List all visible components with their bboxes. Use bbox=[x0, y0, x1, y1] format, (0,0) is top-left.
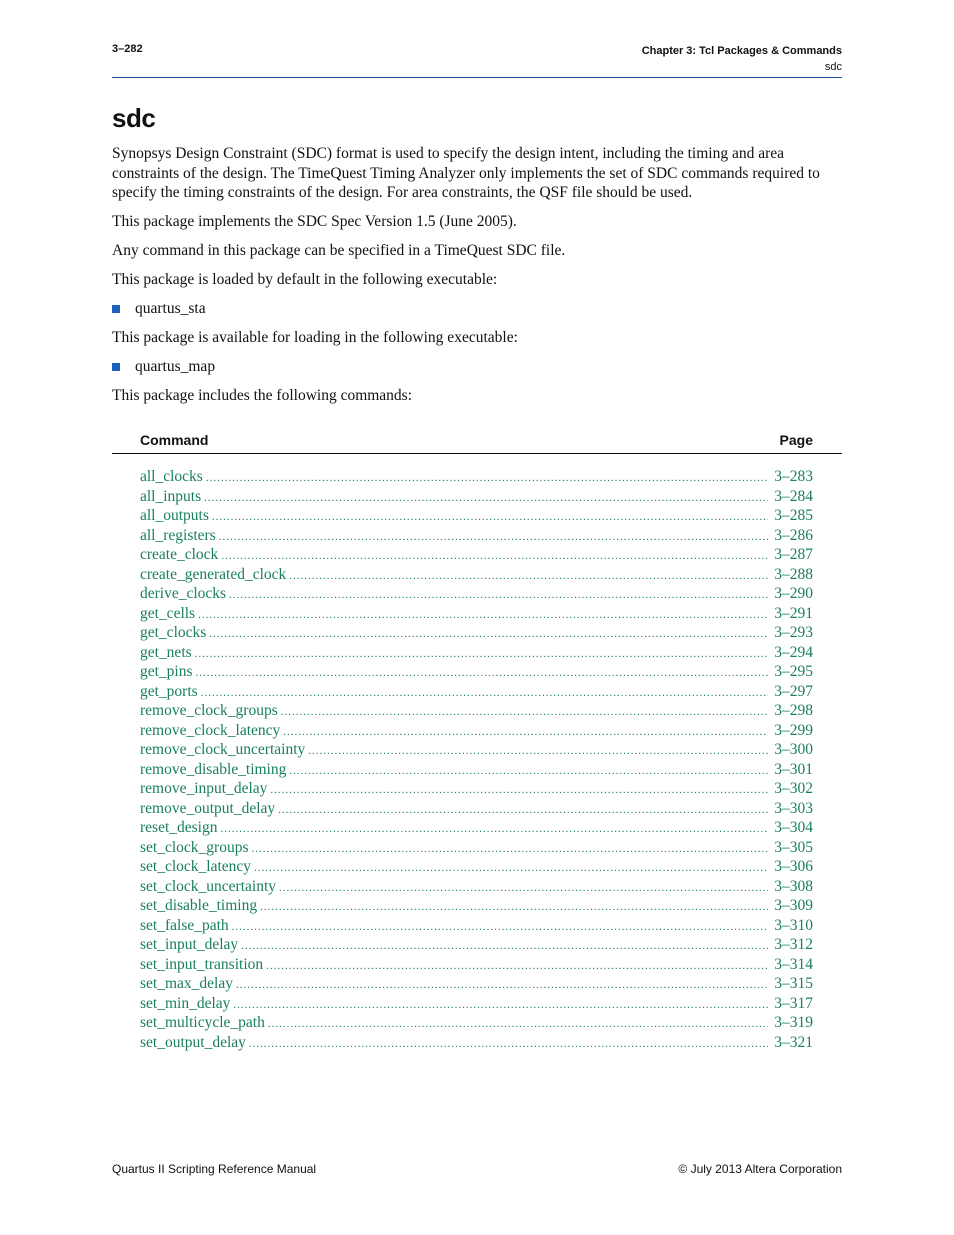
table-row[interactable] bbox=[140, 526, 813, 546]
footer-date-company: © July 2013 Altera Corporation bbox=[678, 1162, 842, 1176]
page-link[interactable]: 3–308 bbox=[774, 877, 813, 895]
command-link[interactable]: set_output_delay bbox=[140, 1033, 246, 1051]
command-link[interactable]: create_generated_clock bbox=[140, 565, 287, 583]
page-link[interactable]: 3–300 bbox=[774, 741, 813, 758]
dot-leader bbox=[195, 645, 769, 665]
page-link[interactable]: 3–315 bbox=[774, 975, 813, 992]
table-row[interactable] bbox=[140, 857, 813, 877]
command-link[interactable]: get_cells bbox=[140, 604, 196, 622]
page-link[interactable]: 3–287 bbox=[774, 546, 813, 563]
table-row[interactable] bbox=[140, 506, 813, 526]
command-link[interactable]: set_multicycle_path bbox=[140, 1014, 265, 1031]
command-link[interactable]: all_registers bbox=[140, 526, 216, 544]
dot-leader bbox=[254, 859, 768, 879]
table-row[interactable] bbox=[140, 487, 813, 507]
page-link[interactable]: 3–299 bbox=[774, 721, 813, 739]
footer-manual-title: Quartus II Scripting Reference Manual bbox=[112, 1162, 317, 1176]
page-link[interactable]: 3–306 bbox=[774, 858, 813, 875]
includes-paragraph: This package includes the following commands: bbox=[112, 387, 413, 404]
table-row[interactable] bbox=[140, 545, 813, 565]
page-link[interactable]: 3–310 bbox=[774, 916, 813, 934]
command-link[interactable]: set_clock_latency bbox=[140, 858, 252, 875]
dot-leader bbox=[209, 625, 768, 645]
command-link[interactable]: get_ports bbox=[140, 682, 198, 700]
page-number: 3–282 bbox=[112, 43, 143, 55]
loaded-default-paragraph: This package is loaded by default in the following executable: bbox=[112, 271, 498, 288]
command-link[interactable]: all_outputs bbox=[140, 507, 209, 524]
dot-leader bbox=[281, 703, 769, 723]
dot-leader bbox=[212, 508, 768, 528]
command-link[interactable]: set_clock_uncertainty bbox=[140, 877, 277, 895]
page-link[interactable]: 3–301 bbox=[774, 760, 813, 778]
dot-leader bbox=[219, 528, 768, 548]
command-link[interactable]: remove_disable_timing bbox=[140, 760, 287, 778]
command-link[interactable]: remove_clock_latency bbox=[140, 721, 281, 739]
table-row[interactable] bbox=[140, 916, 813, 936]
command-link[interactable]: derive_clocks bbox=[140, 585, 227, 602]
command-link[interactable]: get_clocks bbox=[140, 624, 207, 641]
spec-paragraph: This package implements the SDC Spec Version 1.5 (June 2005). bbox=[112, 213, 517, 230]
table-row[interactable] bbox=[140, 779, 813, 799]
dot-leader bbox=[283, 723, 768, 743]
command-link[interactable]: all_inputs bbox=[140, 487, 202, 505]
page-link[interactable]: 3–285 bbox=[774, 507, 813, 524]
command-link[interactable]: set_input_transition bbox=[140, 955, 264, 973]
dot-leader bbox=[204, 489, 768, 509]
dot-leader bbox=[198, 606, 768, 626]
table-row[interactable] bbox=[140, 701, 813, 721]
table-row[interactable] bbox=[140, 565, 813, 585]
command-link[interactable]: get_nets bbox=[140, 643, 192, 661]
table-row[interactable] bbox=[140, 467, 813, 487]
dot-leader bbox=[279, 879, 768, 899]
column-header-page: Page bbox=[779, 432, 813, 448]
page-link[interactable]: 3–283 bbox=[774, 468, 813, 485]
table-row[interactable] bbox=[140, 935, 813, 955]
dot-leader bbox=[278, 801, 768, 821]
page-link[interactable]: 3–286 bbox=[774, 526, 813, 544]
page-link[interactable]: 3–309 bbox=[774, 897, 813, 914]
page-link[interactable]: 3–302 bbox=[774, 780, 813, 797]
table-row[interactable] bbox=[140, 740, 813, 760]
table-row[interactable] bbox=[140, 974, 813, 994]
table-row[interactable] bbox=[140, 877, 813, 897]
table-row[interactable] bbox=[140, 604, 813, 624]
table-header bbox=[140, 432, 813, 448]
page-link[interactable]: 3–288 bbox=[774, 565, 813, 583]
dot-leader bbox=[201, 684, 769, 704]
chapter-title: Chapter 3: Tcl Packages & Commands bbox=[641, 45, 842, 57]
command-link[interactable]: remove_clock_uncertainty bbox=[140, 741, 306, 758]
header-rule bbox=[112, 77, 842, 78]
command-link[interactable]: reset_design bbox=[140, 819, 218, 836]
command-link[interactable]: set_max_delay bbox=[140, 975, 233, 992]
dot-leader bbox=[260, 898, 768, 918]
section-name: sdc bbox=[824, 61, 842, 73]
dot-leader bbox=[241, 937, 768, 957]
dot-leader bbox=[232, 918, 769, 938]
dot-leader bbox=[289, 762, 768, 782]
table-row[interactable] bbox=[140, 643, 813, 663]
any-command-paragraph: Any command in this package can be specified in a TimeQuest SDC file. bbox=[112, 242, 566, 259]
table-row[interactable] bbox=[140, 994, 813, 1014]
page-link[interactable]: 3–298 bbox=[774, 702, 813, 719]
table-row[interactable] bbox=[140, 955, 813, 975]
column-header-command: Command bbox=[140, 432, 209, 448]
table-row[interactable] bbox=[140, 682, 813, 702]
table-row[interactable] bbox=[140, 838, 813, 858]
table-row[interactable] bbox=[140, 799, 813, 819]
bullet-item bbox=[112, 357, 842, 377]
table-row[interactable] bbox=[140, 623, 813, 643]
page-link[interactable]: 3–304 bbox=[774, 819, 813, 836]
command-link[interactable]: remove_clock_groups bbox=[140, 702, 278, 719]
command-link[interactable]: set_clock_groups bbox=[140, 838, 249, 856]
page-link[interactable]: 3–319 bbox=[774, 1014, 813, 1031]
running-header bbox=[642, 43, 842, 75]
dot-leader bbox=[206, 469, 768, 489]
page-link[interactable]: 3–294 bbox=[774, 643, 813, 661]
command-link[interactable]: set_input_delay bbox=[140, 936, 239, 953]
page-link[interactable]: 3–305 bbox=[774, 838, 813, 856]
page-link[interactable]: 3–303 bbox=[774, 799, 813, 817]
table-row[interactable] bbox=[140, 1033, 813, 1053]
page-link[interactable]: 3–312 bbox=[774, 936, 813, 953]
page-link[interactable]: 3–321 bbox=[774, 1033, 813, 1051]
dot-leader bbox=[236, 976, 768, 996]
page-link[interactable]: 3–293 bbox=[774, 624, 813, 641]
dot-leader bbox=[233, 996, 768, 1016]
command-link[interactable]: all_clocks bbox=[140, 468, 203, 485]
page-title: sdc bbox=[112, 103, 156, 133]
dot-leader bbox=[251, 840, 768, 860]
square-bullet-icon bbox=[112, 305, 120, 313]
bullet-item bbox=[112, 299, 842, 319]
table-row[interactable] bbox=[140, 721, 813, 741]
dot-leader bbox=[196, 664, 769, 684]
dot-leader bbox=[266, 957, 768, 977]
table-header-rule bbox=[112, 453, 842, 454]
dot-leader bbox=[289, 567, 768, 587]
table-row[interactable] bbox=[140, 760, 813, 780]
command-link[interactable]: get_pins bbox=[140, 663, 193, 680]
bullet-text: quartus_sta bbox=[135, 300, 206, 317]
dot-leader bbox=[268, 1015, 768, 1035]
page-link[interactable]: 3–291 bbox=[774, 604, 813, 622]
dot-leader bbox=[270, 781, 768, 801]
page-link[interactable]: 3–314 bbox=[774, 955, 813, 973]
dot-leader bbox=[229, 586, 768, 606]
page-link[interactable]: 3–297 bbox=[774, 682, 813, 700]
table-row[interactable] bbox=[140, 1013, 813, 1033]
dot-leader bbox=[220, 820, 768, 840]
dot-leader bbox=[308, 742, 768, 762]
command-link[interactable]: create_clock bbox=[140, 546, 219, 563]
body-text bbox=[112, 144, 842, 415]
dot-leader bbox=[221, 547, 768, 567]
intro-paragraph: Synopsys Design Constraint (SDC) format is used to specify the design intent, including the timing and area constraints of the design. The TimeQuest Timing Analyzer only implements the set of SDC commands required to specify the timing constraints of the design. For area constraints, the QSF file should be used. bbox=[112, 145, 820, 201]
table-row[interactable] bbox=[140, 818, 813, 838]
available-paragraph: This package is available for loading in the following executable: bbox=[112, 329, 518, 346]
dot-leader bbox=[249, 1035, 768, 1055]
bullet-text: quartus_map bbox=[135, 358, 216, 375]
command-link[interactable]: remove_input_delay bbox=[140, 780, 268, 797]
command-link[interactable]: set_disable_timing bbox=[140, 897, 258, 914]
page-link[interactable]: 3–284 bbox=[774, 487, 813, 505]
page-link[interactable]: 3–290 bbox=[774, 585, 813, 602]
table-row[interactable] bbox=[140, 896, 813, 916]
table-row[interactable] bbox=[140, 662, 813, 682]
page-link[interactable]: 3–317 bbox=[774, 994, 813, 1012]
command-list bbox=[140, 467, 813, 1052]
command-link[interactable]: set_min_delay bbox=[140, 994, 231, 1012]
page-link[interactable]: 3–295 bbox=[774, 663, 813, 680]
square-bullet-icon bbox=[112, 363, 120, 371]
command-link[interactable]: set_false_path bbox=[140, 916, 229, 934]
table-row[interactable] bbox=[140, 584, 813, 604]
command-link[interactable]: remove_output_delay bbox=[140, 799, 276, 817]
